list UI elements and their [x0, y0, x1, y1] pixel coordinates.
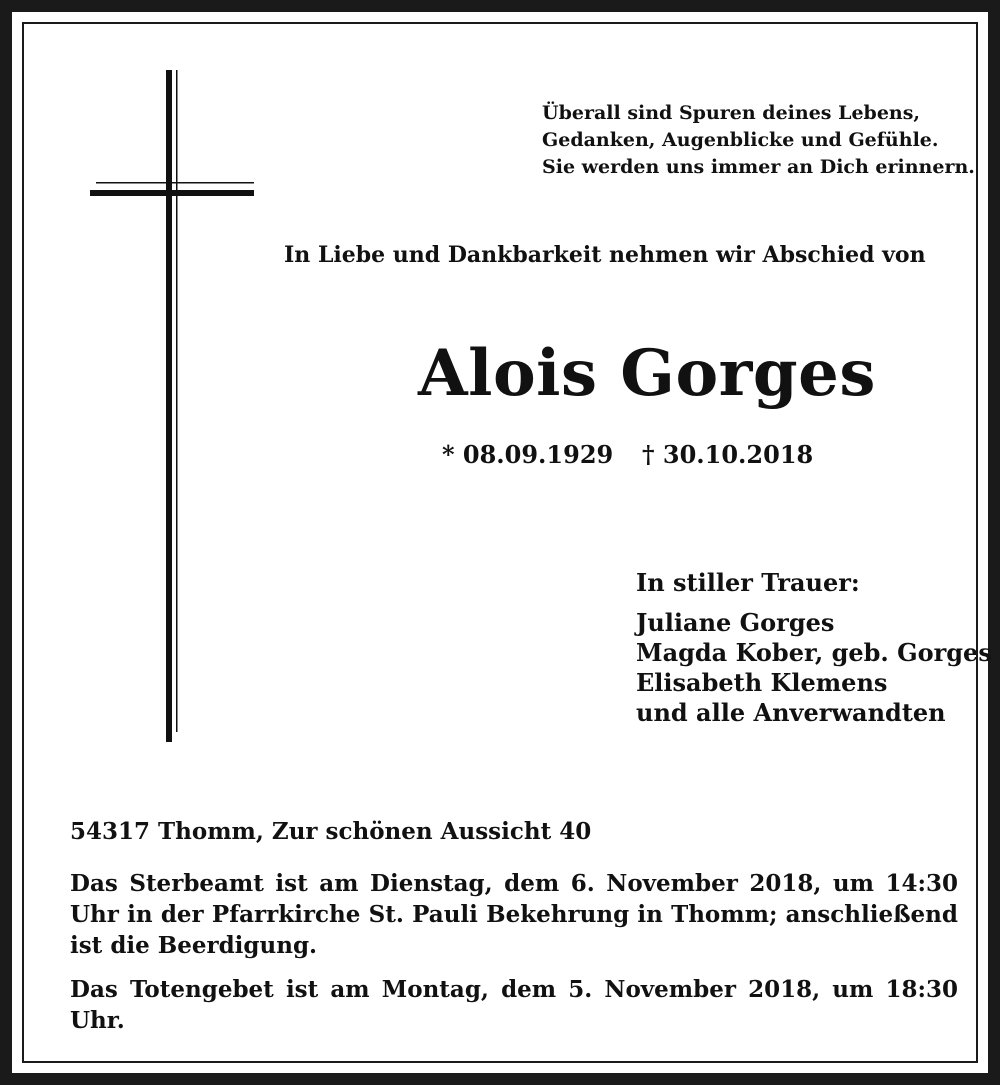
cross-horizontal-hairline: [96, 182, 254, 184]
cross-vertical-bar: [166, 70, 172, 742]
address-street: Zur schönen Aussicht 40: [271, 818, 592, 845]
cross-horizontal-bar: [90, 190, 254, 196]
mourner: Magda Kober, geb. Gorges: [636, 638, 992, 667]
address-place: 54317 Thomm,: [70, 818, 264, 845]
address-line: [70, 818, 591, 845]
deceased-name: Alois Gorges: [418, 336, 876, 411]
mourner: Elisabeth Klemens: [636, 668, 888, 697]
mourner: Juliane Gorges: [636, 608, 835, 637]
cross-icon: [90, 70, 258, 742]
verse-line: Gedanken, Augenblicke und Gefühle.: [542, 129, 939, 151]
birth-date: * 08.09.1929: [442, 440, 614, 469]
death-date: † 30.10.2018: [642, 440, 814, 469]
verse-line: Überall sind Spuren deines Lebens,: [542, 102, 921, 124]
mourning-title: In stiller Trauer:: [636, 568, 860, 597]
prayer-service-text: Das Totengebet ist am Montag, dem 5. November 2018, um 18:30 Uhr.: [70, 976, 958, 1034]
farewell-intro: In Liebe und Dankbarkeit nehmen wir Abschied von: [284, 242, 926, 268]
cross-vertical-hairline: [176, 70, 178, 732]
mourner: und alle Anverwandten: [636, 698, 946, 727]
mourners-list: [636, 608, 992, 728]
memorial-verse: [542, 100, 975, 181]
funeral-service-text: Das Sterbeamt ist am Dienstag, dem 6. November 2018, um 14:30 Uhr in der Pfarrkirche St. Pauli Bekehrung in Thomm; anschließend ist die Beerdigung.: [70, 870, 958, 959]
verse-line: Sie werden uns immer an Dich erinnern.: [542, 156, 975, 178]
